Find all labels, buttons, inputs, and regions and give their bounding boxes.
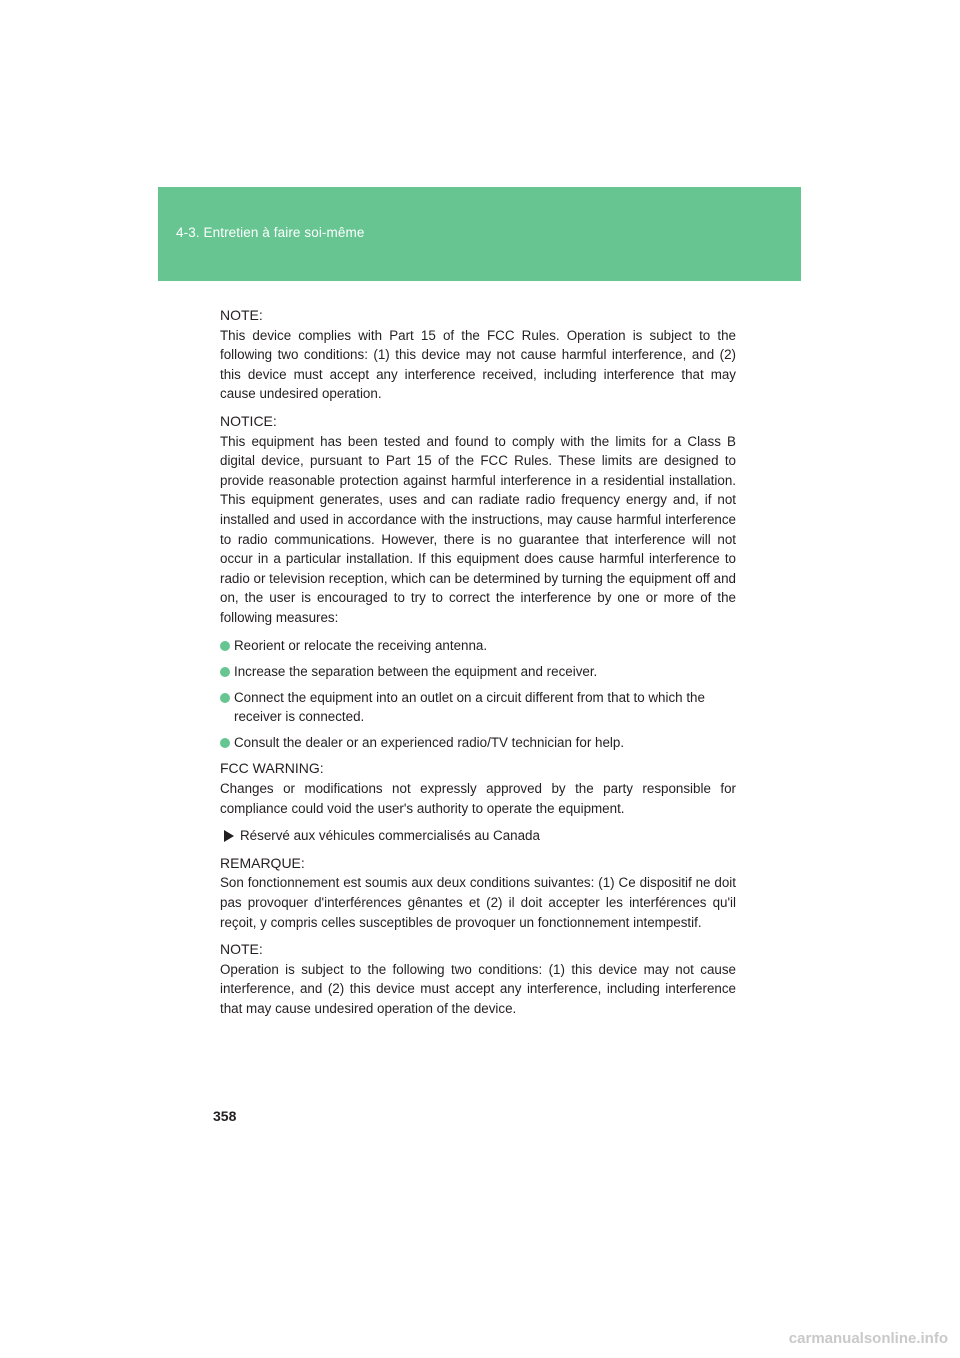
note-text: Operation is subject to the following two conditions: (1) this device may not cause interference, and (2) this device must accept any interference, including interference that may cause undesired operation of the device. [220,961,736,1016]
page-number: 358 [213,1108,237,1124]
list-item [220,636,736,656]
section-header-band [158,187,801,281]
note-fcc-block [220,306,736,404]
fcc-warning-text: Changes or modifications not expressly approved by the party responsible for compliance could void the user's authority to operate the equipment. [220,781,736,816]
canada-region-note [220,826,736,846]
bullet-text: Increase the separation between the equipment and receiver. [234,663,598,679]
bullet-icon [220,641,230,651]
list-item [220,688,736,727]
bullet-icon [220,738,230,748]
notice-heading: NOTICE: [220,412,277,429]
note-heading: NOTE: [220,941,263,958]
notice-block [220,412,736,628]
note-ic-block [220,940,736,1018]
remarque-text: Son fonctionnement est soumis aux deux conditions suivantes: (1) Ce dispositif ne doit pas provoquer d'interférences gênantes et (2) il doit accepter les interférences qu'il reçoit, y compris celles susceptibles de provoquer un fonctionnement intempestif. [220,875,736,930]
bullet-icon [220,693,230,703]
bullet-text: Consult the dealer or an experienced radio/TV technician for help. [234,735,625,751]
bullet-text: Connect the equipment into an outlet on a circuit different from that to which the receiver is connected. [234,689,705,725]
region-note-text: Réservé aux véhicules commercialisés au Canada [240,828,540,844]
page-content [220,306,736,1027]
bullet-text: Reorient or relocate the receiving antenna. [234,637,488,653]
triangle-pointer-icon [224,830,234,842]
section-title: 4-3. Entretien à faire soi-même [176,225,365,240]
bullet-icon [220,667,230,677]
note-text: This device complies with Part 15 of the FCC Rules. Operation is subject to the following two conditions: (1) this device may not cause harmful interference, and (2) this device must accept any interference received, including interference that may cause undesired operation. [220,327,736,402]
remarque-block [220,854,736,932]
fcc-warning-block [220,759,736,818]
remarque-heading: REMARQUE: [220,854,305,871]
list-item [220,733,736,753]
fcc-warning-heading: FCC WARNING: [220,760,324,777]
note-heading: NOTE: [220,307,263,323]
watermark: carmanualsonline.info [788,1330,948,1347]
list-item [220,662,736,682]
notice-text: This equipment has been tested and found to comply with the limits for a Class B digital device, pursuant to Part 15 of the FCC Rules. These limits are designed to provide reasonable protection against harmful interference in a residential installation. This equipment generates, uses and can radiate radio frequency energy and, if not installed and used in accordance with the instructions, may cause harmful interference to radio communications. However, there is no guarantee that interference will not occur in a particular installation. If this equipment does cause harmful interference to radio or television reception, which can be determined by turning the equipment off and on, the user is encouraged to try to correct the interference by one or more of the following measures: [220,433,736,625]
